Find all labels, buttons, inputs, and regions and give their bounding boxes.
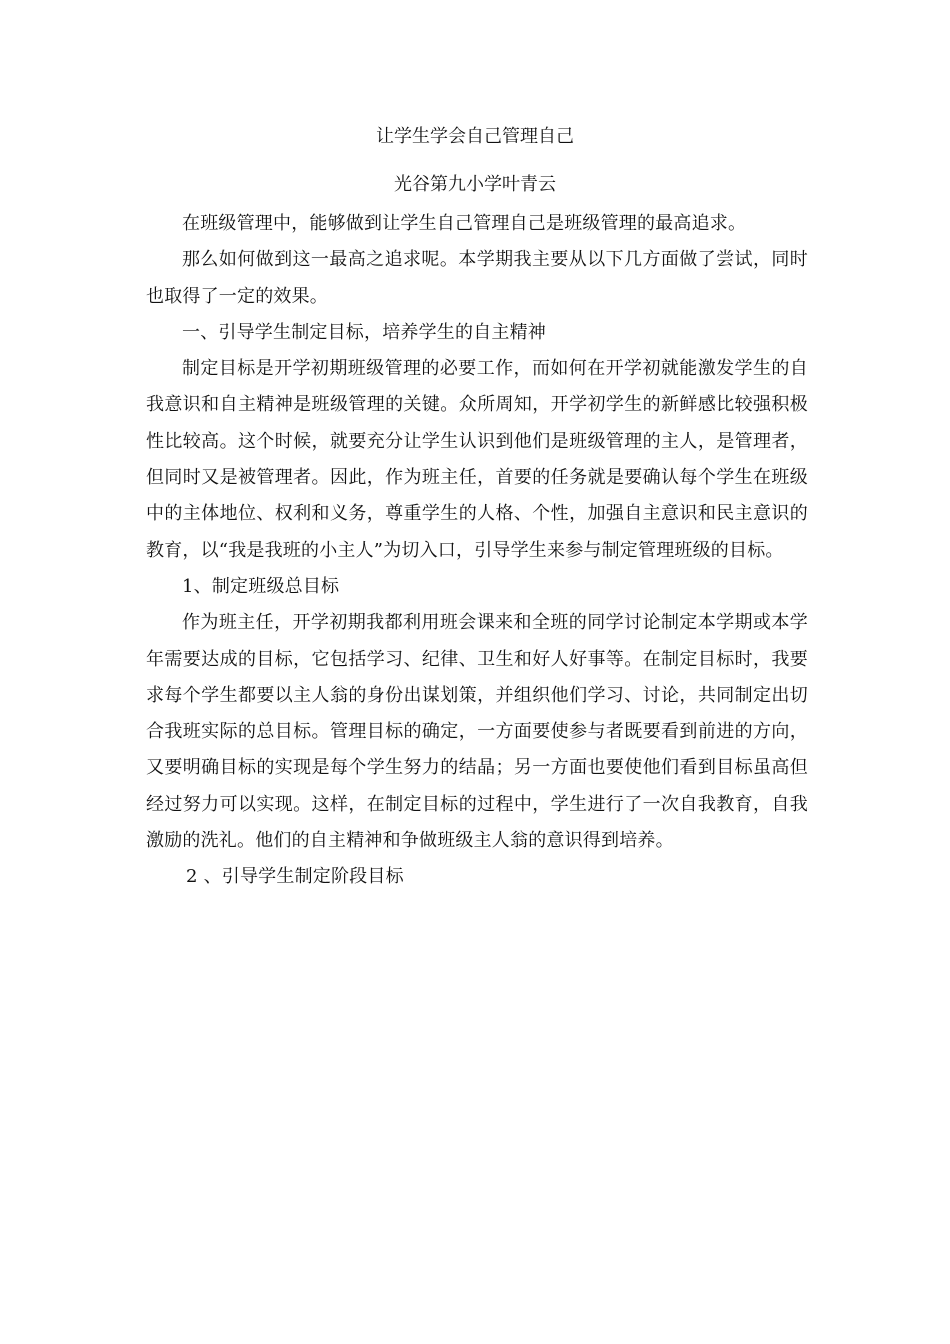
paragraph-intro: 在班级管理中，能够做到让学生自己管理自己是班级管理的最高追求。 [182, 213, 747, 234]
paragraph-question: 那么如何做到这一最高之追求呢。本学期我主要从以下几方面做了尝试，同时也取得了一定的效果。 [146, 249, 808, 307]
subheading-2: 2 、引导学生制定阶段目标 [186, 866, 404, 888]
paragraph-goal-setting: 制定目标是开学初期班级管理的必要工作，而如何在开学初就能激发学生的自我意识和自主精神是班级管理的关键。众所周知，开学初学生的新鲜感比较强积极性比较高。这个时候，就要充分让学生认识到他们是班级管理的主人，是管理者，但同时又是被管理者。因此，作为班主任，首要的任务就是要确认每个学生在班级中的主体地位、权利和义务，尊重学生的人格、个性，加强自主意识和民主意识的教育，以“我是我班的小主人”为切入口，引导学生来参与制定管理班级的目标。 [146, 358, 808, 561]
section-heading-1: 一、引导学生制定目标，培养学生的自主精神 [182, 321, 546, 343]
paragraph-class-goal: 作为班主任，开学初期我都利用班会课来和全班的同学讨论制定本学期或本学年需要达成的目标，它包括学习、纪律、卫生和好人好事等。在制定目标时，我要求每个学生都要以主人翁的身份出谋划策，并组织他们学习、讨论，共同制定出切合我班实际的总目标。管理目标的确定，一方面要使参与者既要看到前进的方向，又要明确目标的实现是每个学生努力的结晶；另一方面也要使他们看到目标虽高但经过努力可以实现。这样，在制定目标的过程中，学生进行了一次自我教育，自我激励的洗礼。他们的自主精神和争做班级主人翁的意识得到培养。 [146, 612, 808, 852]
subheading-1: 1、制定班级总目标 [182, 575, 340, 597]
document-body [146, 206, 808, 896]
document-author: 光谷第九小学叶青云 [394, 174, 556, 195]
document-title: 让学生学会自己管理自己 [376, 126, 574, 147]
